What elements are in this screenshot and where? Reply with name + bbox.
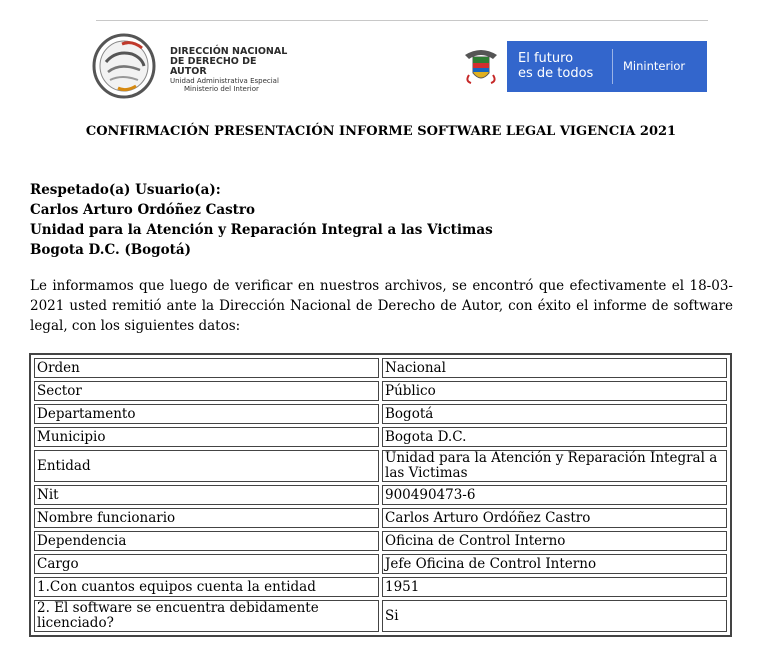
banner-divider xyxy=(612,49,613,84)
dnda-line-2: DE DERECHO DE AUTOR xyxy=(170,56,257,77)
field-value: 1951 xyxy=(382,577,727,597)
dnda-emblem-icon xyxy=(92,32,158,100)
field-value: Carlos Arturo Ordóñez Castro xyxy=(382,508,727,528)
field-value: Bogota D.C. xyxy=(382,427,727,447)
field-label: Sector xyxy=(34,381,379,401)
table-row xyxy=(34,600,727,632)
field-label: 2. El software se encuentra debidamente licenciado? xyxy=(34,600,379,632)
field-label: Cargo xyxy=(34,554,379,574)
banner-line-1: El futuro xyxy=(518,51,574,66)
government-banner xyxy=(455,41,707,92)
table-row xyxy=(34,554,727,574)
body-paragraph: Le informamos que luego de verificar en nuestros archivos, se encontró que efectivamente el 18-03-2021 usted remitió ante la Dirección Nacional de Derecho de Autor, con éxito el informe de software legal, con los siguientes datos: xyxy=(30,278,733,334)
field-label: 1.Con cuantos equipos cuenta la entidad xyxy=(34,577,379,597)
field-value: 900490473-6 xyxy=(382,485,727,505)
banner-line-2: es de todos xyxy=(518,66,594,81)
table-row xyxy=(34,450,727,482)
dnda-line-3: Unidad Administrativa Especial xyxy=(170,77,279,85)
field-value: Público xyxy=(382,381,727,401)
greeting-block xyxy=(30,180,493,260)
recipient-entity: Unidad para la Atención y Reparación Integral a las Victimas xyxy=(30,222,493,238)
recipient-name: Carlos Arturo Ordóñez Castro xyxy=(30,202,256,218)
field-label: Orden xyxy=(34,358,379,378)
report-table xyxy=(29,353,732,637)
table-row xyxy=(34,404,727,424)
field-value: Bogotá xyxy=(382,404,727,424)
field-value: Si xyxy=(382,600,727,632)
field-value: Jefe Oficina de Control Interno xyxy=(382,554,727,574)
dnda-line-4: Ministerio del Interior xyxy=(184,85,259,93)
table-row xyxy=(34,531,727,551)
field-label: Departamento xyxy=(34,404,379,424)
header-divider xyxy=(96,20,708,21)
greeting: Respetado(a) Usuario(a): xyxy=(30,182,221,198)
dnda-line-1: DIRECCIÓN NACIONAL xyxy=(170,46,288,57)
table-row xyxy=(34,577,727,597)
field-label: Nombre funcionario xyxy=(34,508,379,528)
banner-ministry: Mininterior xyxy=(623,59,686,73)
field-label: Municipio xyxy=(34,427,379,447)
table-row xyxy=(34,508,727,528)
table-row xyxy=(34,485,727,505)
dnda-logo xyxy=(92,32,292,100)
recipient-city: Bogota D.C. (Bogotá) xyxy=(30,242,191,258)
field-value: Oficina de Control Interno xyxy=(382,531,727,551)
table-row xyxy=(34,381,727,401)
field-value: Unidad para la Atención y Reparación Integral a las Victimas xyxy=(382,450,727,482)
field-label: Nit xyxy=(34,485,379,505)
coat-of-arms-icon xyxy=(455,41,507,92)
field-label: Entidad xyxy=(34,450,379,482)
table-row xyxy=(34,358,727,378)
field-label: Dependencia xyxy=(34,531,379,551)
table-row xyxy=(34,427,727,447)
page-title: CONFIRMACIÓN PRESENTACIÓN INFORME SOFTWARE LEGAL VIGENCIA 2021 xyxy=(85,124,677,139)
field-value: Nacional xyxy=(382,358,727,378)
